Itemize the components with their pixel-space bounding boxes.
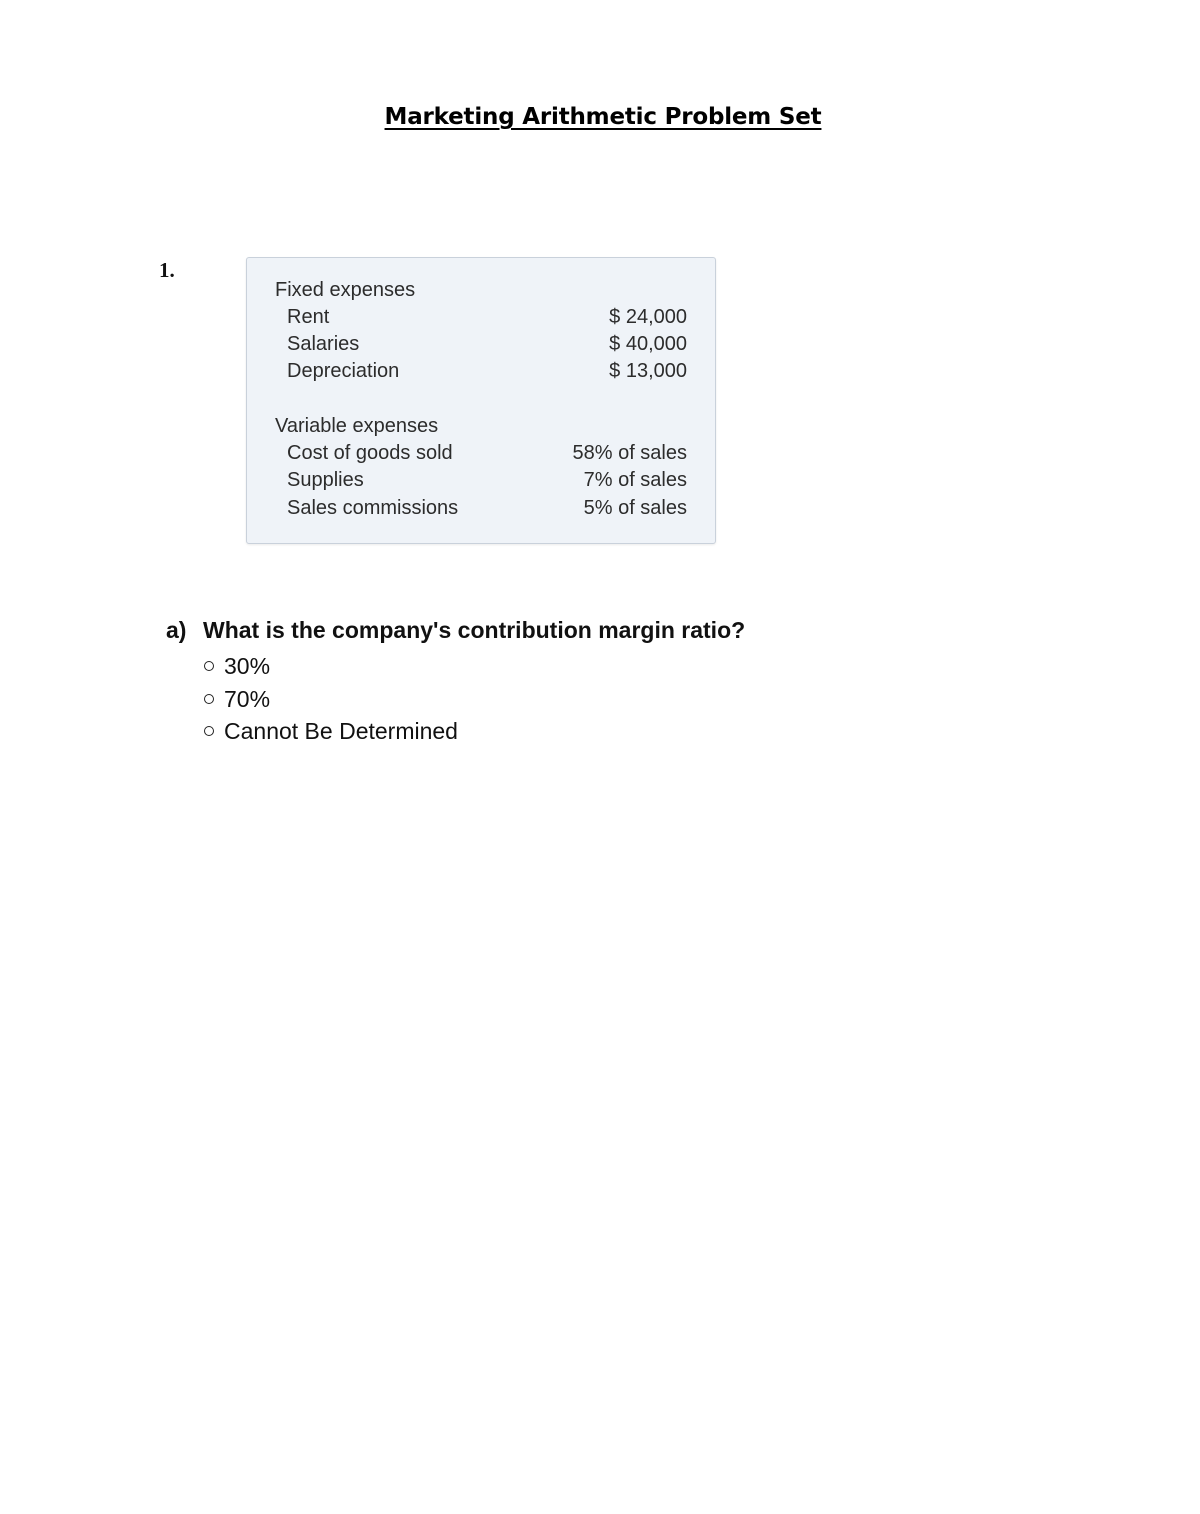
variable-expense-value-commissions: 5% of sales: [583, 497, 687, 519]
answer-option-cannot-determine[interactable]: [201, 715, 458, 748]
answer-option-text: Cannot Be Determined: [224, 718, 458, 744]
answer-option-text: 70%: [224, 685, 271, 712]
radio-circle-icon[interactable]: [204, 661, 214, 671]
fixed-expense-value-depreciation: $ 13,000: [609, 360, 687, 382]
fixed-expense-label-salaries: Salaries: [287, 333, 360, 355]
variable-expense-label-cogs: Cost of goods sold: [287, 442, 453, 464]
radio-circle-icon[interactable]: [204, 694, 214, 704]
answer-option-text: 30%: [224, 653, 271, 679]
variable-expenses-heading: Variable expenses: [275, 415, 439, 437]
fixed-expense-value-rent: $ 24,000: [609, 306, 687, 328]
variable-expense-value-cogs: 58% of sales: [572, 442, 687, 464]
question-label: a): [166, 617, 187, 643]
question-a: [166, 617, 745, 644]
page-title: Marketing Arithmetic Problem Set: [384, 104, 822, 130]
answer-option-30[interactable]: [201, 650, 458, 683]
radio-circle-icon[interactable]: [204, 726, 214, 736]
answer-options: [201, 650, 458, 748]
question-text: What is the company's contribution margin ratio?: [203, 617, 746, 643]
variable-expense-label-supplies: Supplies: [287, 469, 364, 491]
variable-expense-value-supplies: 7% of sales: [583, 469, 687, 491]
variable-expense-label-commissions: Sales commissions: [287, 497, 459, 519]
problem-number: 1.: [159, 258, 175, 282]
fixed-expense-label-depreciation: Depreciation: [287, 360, 400, 382]
expense-table: [246, 257, 716, 544]
fixed-expense-value-salaries: $ 40,000: [609, 333, 687, 355]
answer-option-70[interactable]: [201, 683, 458, 716]
fixed-expense-label-rent: Rent: [287, 306, 330, 328]
fixed-expenses-heading: Fixed expenses: [275, 279, 416, 301]
